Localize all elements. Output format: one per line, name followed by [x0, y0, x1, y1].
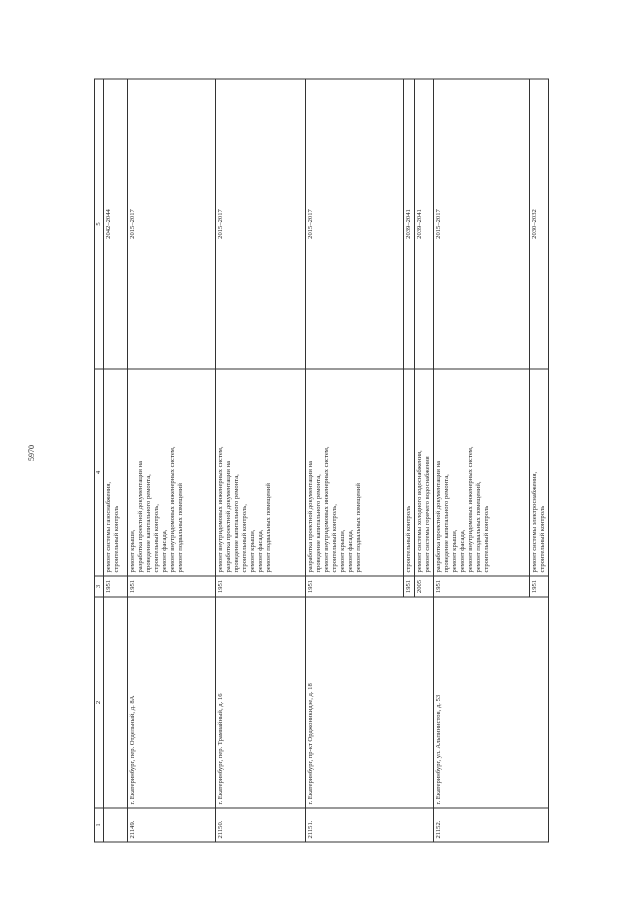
header-col-3: 3 — [95, 576, 104, 597]
row-period: 2015–2017 — [306, 79, 404, 369]
row-address: г. Екатеринбург, пер. Отдельный, д. 8А — [128, 597, 216, 808]
work-item: ремонт внутридомовых инженерных систем, — [467, 446, 474, 573]
work-item: ремонт подвальных помещений — [355, 483, 362, 573]
page-number: 5970 — [27, 445, 36, 461]
work-item: ремонт системы электроснабжения, — [531, 471, 538, 573]
row-works — [306, 369, 404, 576]
work-item: проведение капитального ремонта, — [145, 474, 152, 573]
row-address: г. Екатеринбург, пр-кт Орджоникидзе, д. 18 — [306, 597, 434, 808]
work-item: ремонт крыши, — [129, 529, 136, 573]
row-period: 2015–2017 — [128, 79, 216, 369]
row-period: 2030–2032 — [530, 79, 549, 369]
work-item: строительный контроль, — [153, 504, 160, 573]
row-period: 2042–2044 — [104, 79, 128, 369]
row-year: 1951 — [530, 576, 549, 597]
table-row — [216, 79, 306, 842]
row-period: 2039–2041 — [415, 79, 434, 369]
work-item: разработка проектной документации на — [225, 461, 232, 573]
work-item: ремонт фасада, — [459, 529, 466, 573]
table-row — [306, 79, 404, 842]
work-item: ремонт фасада, — [257, 529, 264, 573]
row-year: 2005 — [415, 576, 434, 597]
work-item: строительный контроль, — [241, 504, 248, 573]
row-address: г. Екатеринбург, ул. Альпинистов, д. 53 — [434, 597, 549, 808]
work-item: строительный контроль, — [331, 504, 338, 573]
work-item: ремонт системы газоснабжения, — [105, 481, 112, 573]
repair-schedule-table — [94, 79, 549, 843]
row-year: 1951 — [306, 576, 404, 597]
work-item: проведение капитального ремонта, — [315, 474, 322, 573]
work-item: ремонт подвальных помещений — [177, 483, 184, 573]
work-item: ремонт системы горячего водоснабжения — [424, 456, 431, 573]
row-works — [434, 369, 530, 576]
row-address — [104, 597, 128, 808]
work-item: разработка проектной документации на — [137, 461, 144, 573]
row-works — [530, 369, 549, 576]
work-item: ремонт фасада, — [161, 529, 168, 573]
work-item: разработка проектной документации на — [307, 461, 314, 573]
table-row — [104, 79, 128, 842]
work-item: ремонт подвальных помещений, — [475, 481, 482, 573]
row-period: 2015–2017 — [216, 79, 306, 369]
row-number: 21152. — [434, 808, 549, 842]
row-period: 2015–2017 — [434, 79, 530, 369]
row-period: 2039–2041 — [404, 79, 415, 369]
work-item: ремонт системы холодного водоснабжения, — [416, 450, 423, 573]
work-item: ремонт подвальных помещений — [265, 483, 272, 573]
row-year: 1951 — [128, 576, 216, 597]
row-year: 1951 — [104, 576, 128, 597]
header-row — [95, 79, 104, 842]
row-works — [104, 369, 128, 576]
work-item: проведение капитального ремонта, — [443, 474, 450, 573]
header-col-2: 2 — [95, 597, 104, 808]
row-works — [415, 369, 434, 576]
work-item: разработка проектной документации на — [435, 461, 442, 573]
row-works — [404, 369, 415, 576]
header-col-4: 4 — [95, 369, 104, 576]
row-address: г. Екатеринбург, пер. Трамвайный, д. 16 — [216, 597, 306, 808]
work-item: ремонт внутридомовых инженерных систем, — [217, 446, 224, 573]
row-number: 21149. — [128, 808, 216, 842]
row-number — [104, 808, 128, 842]
row-year: 1951 — [434, 576, 530, 597]
header-col-5: 5 — [95, 79, 104, 369]
header-col-1: 1 — [95, 808, 104, 842]
work-item: строительный контроль — [113, 505, 120, 573]
work-item: ремонт внутридомовых инженерных систем, — [169, 446, 176, 573]
rotated-table-container — [94, 80, 546, 843]
work-item: ремонт внутридомовых инженерных систем, — [323, 446, 330, 573]
row-works — [128, 369, 216, 576]
row-year: 1951 — [216, 576, 306, 597]
work-item: ремонт крыши, — [339, 529, 346, 573]
work-item: ремонт крыши, — [451, 529, 458, 573]
work-item: ремонт крыши, — [249, 529, 256, 573]
row-number: 21150. — [216, 808, 306, 842]
work-item: проведение капитального ремонта, — [233, 474, 240, 573]
work-item: строительный контроль — [483, 505, 490, 573]
table-row — [128, 79, 216, 842]
work-item: ремонт фасада, — [347, 529, 354, 573]
table-row — [434, 79, 530, 842]
work-item: строительный контроль — [539, 505, 546, 573]
work-item: строительный контроль — [405, 505, 412, 573]
row-number: 21151. — [306, 808, 434, 842]
row-year: 1951 — [404, 576, 415, 597]
row-works — [216, 369, 306, 576]
